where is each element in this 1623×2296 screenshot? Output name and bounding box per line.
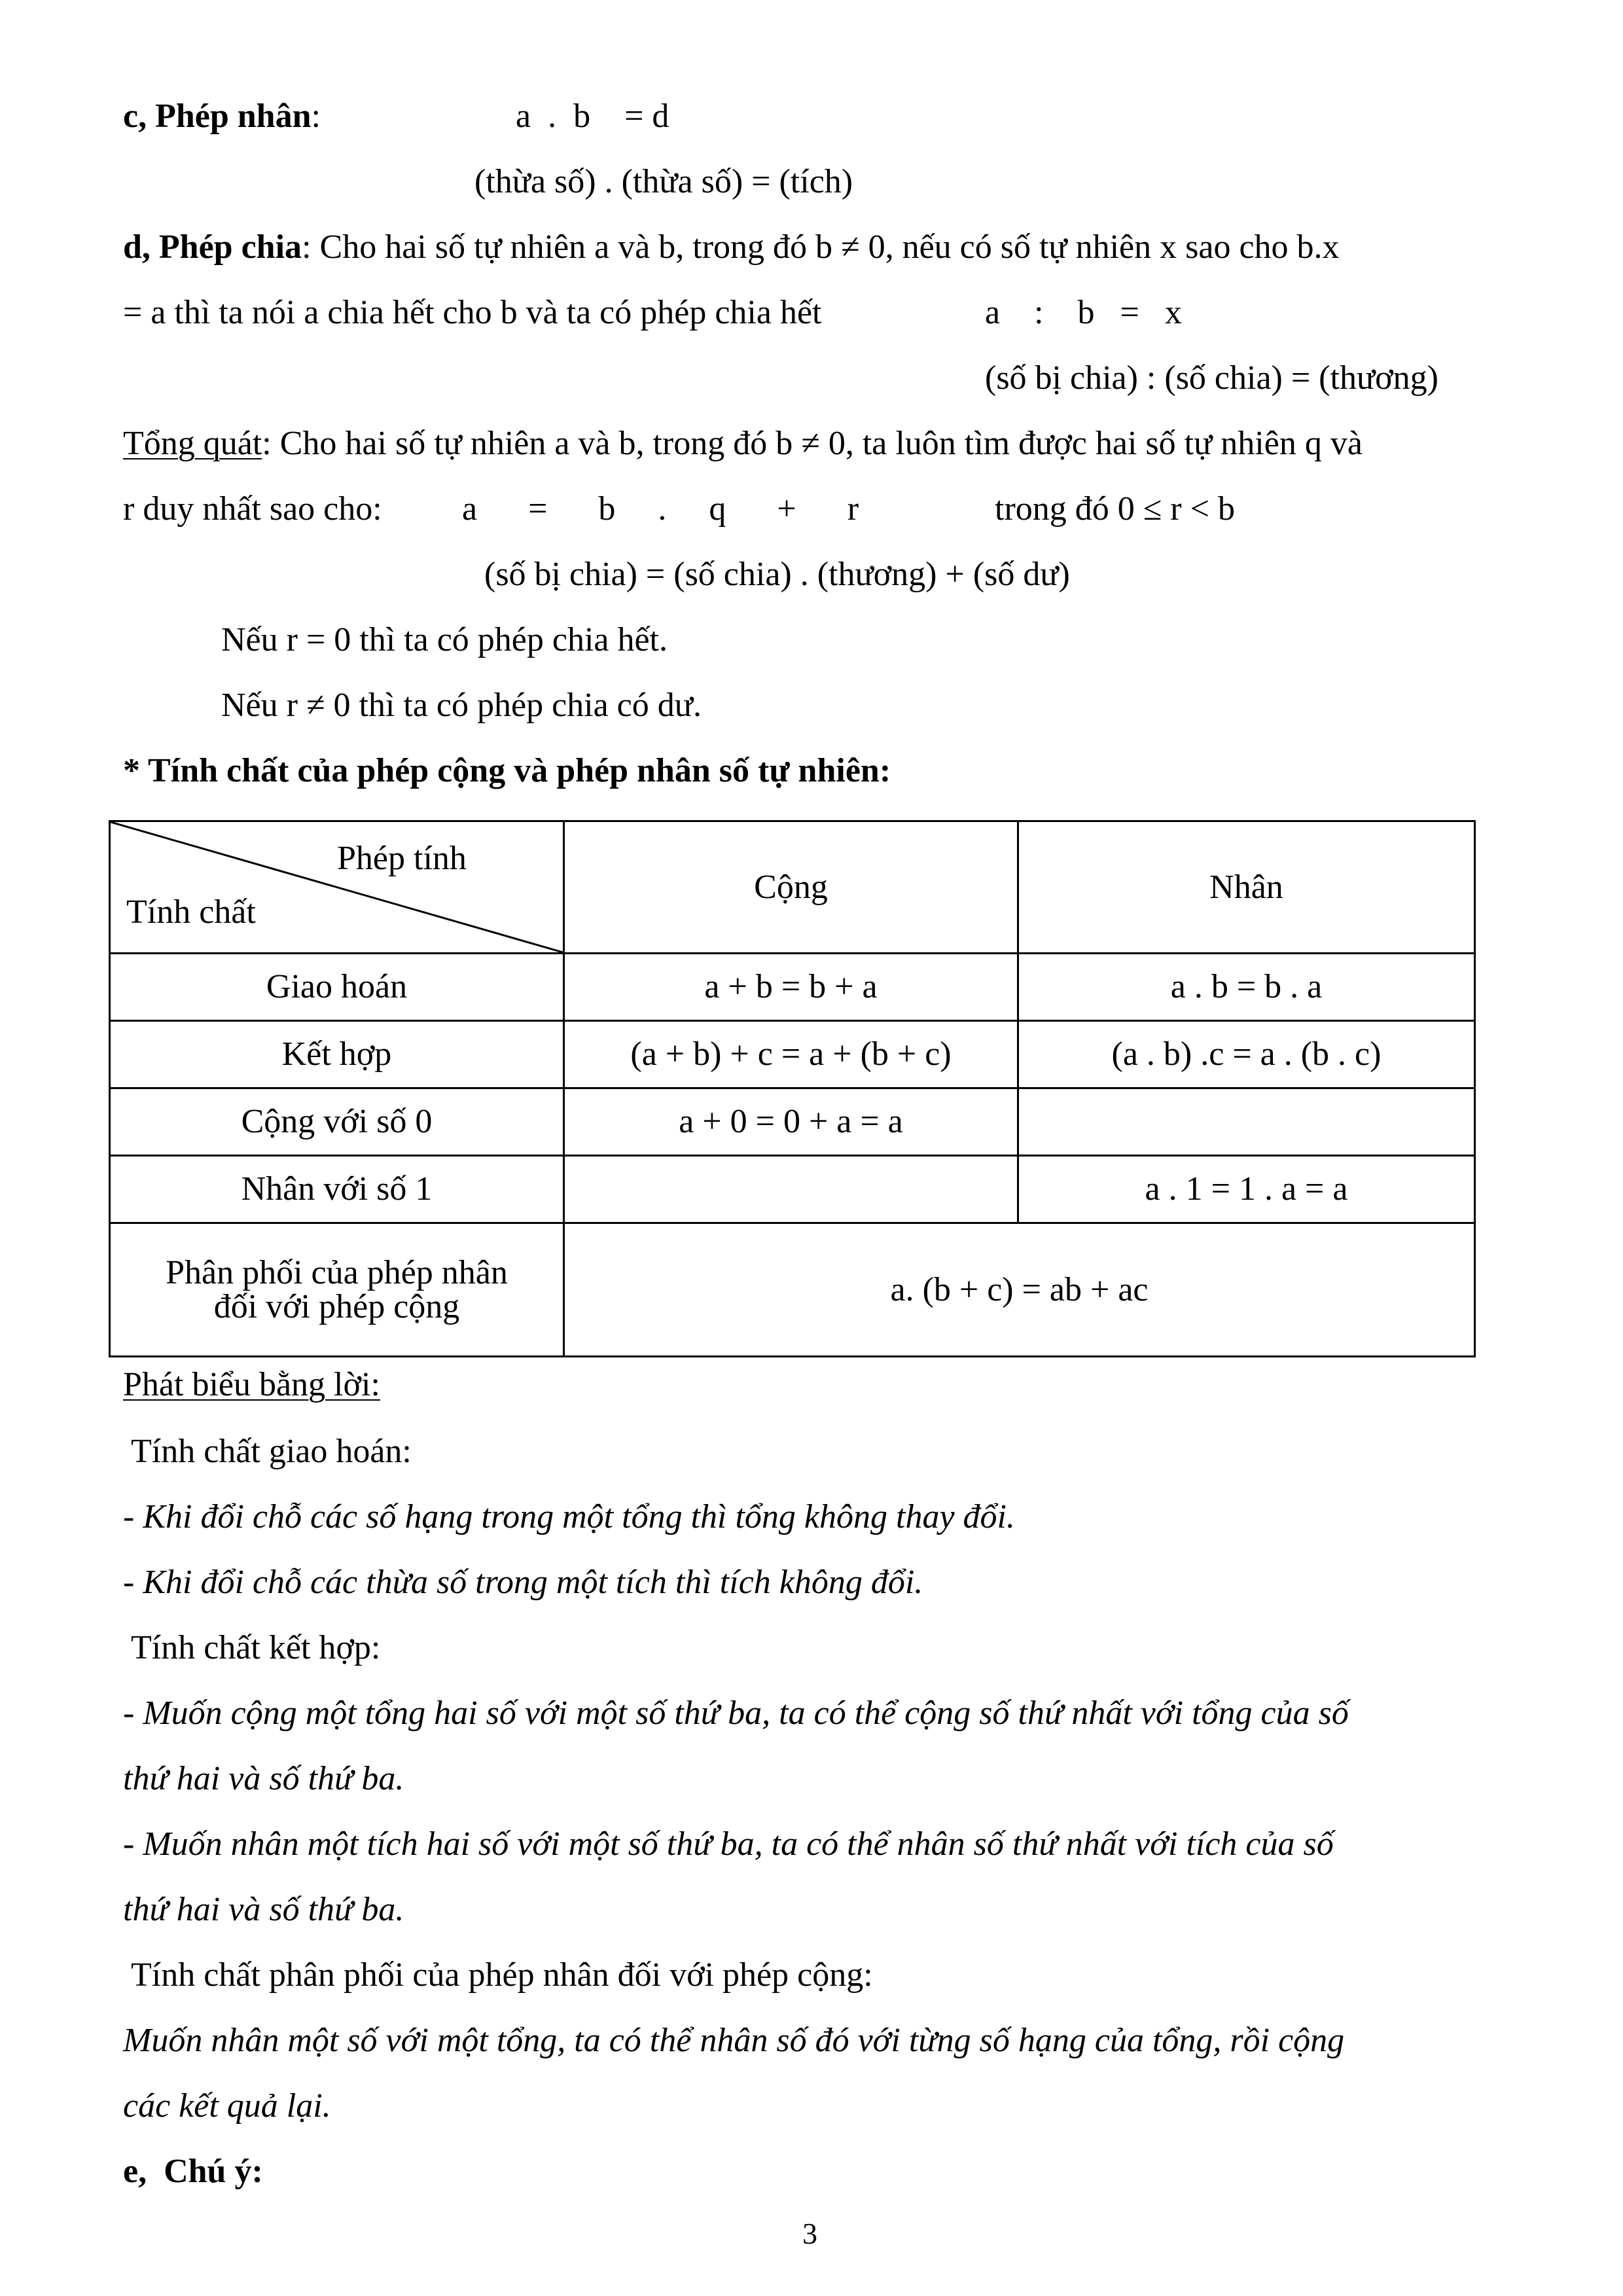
row-mul: a . b = b . a [1018, 954, 1475, 1021]
case-zero: Nếu r = 0 thì ta có phép chia hết. [221, 621, 668, 658]
corner-bottom-label: Tính chất [126, 893, 256, 931]
row-name: Nhân với số 1 [110, 1156, 564, 1223]
row-name: Cộng với số 0 [110, 1088, 564, 1156]
distributive-formula: a. (b + c) = ab + ac [564, 1223, 1475, 1357]
row-add: (a + b) + c = a + (b + c) [564, 1021, 1018, 1088]
distributive-title: Tính chất phân phối của phép nhân đối với phép cộng: [131, 1956, 873, 1994]
mult-line [123, 99, 321, 134]
row-mul: (a . b) .c = a . (b . c) [1018, 1021, 1475, 1088]
distributive-name-1: Phân phối của phép nhân [166, 1253, 508, 1291]
commutative-2: - Khi đổi chỗ các thừa số trong một tích thì tích không đổi. [123, 1564, 923, 1601]
general-label: Tổng quát [123, 425, 262, 462]
corner-cell [110, 821, 564, 954]
general-legend: (số bị chia) = (số chia) . (thương) + (số dư) [484, 556, 1070, 593]
page-number: 3 [802, 2217, 817, 2250]
mult-colon: : [311, 98, 321, 135]
col-header-mul: Nhân [1018, 821, 1475, 954]
row-add: a + b = b + a [564, 954, 1018, 1021]
distributive-b: các kết quả lại. [123, 2087, 331, 2125]
table-row [110, 1021, 1475, 1088]
note-heading: e, Chú ý: [123, 2153, 263, 2190]
row-name: Kết hợp [110, 1021, 564, 1088]
distributive-name-cell [110, 1223, 564, 1357]
table-row-distributive [110, 1223, 1475, 1357]
distributive-name-2: đối với phép cộng [213, 1287, 460, 1325]
mult-heading: c, Phép nhân [123, 98, 312, 135]
properties-heading: * Tính chất của phép cộng và phép nhân số tự nhiên: [123, 752, 891, 789]
commutative-1: - Khi đổi chỗ các số hạng trong một tổng thì tổng không thay đổi. [123, 1498, 1015, 1535]
properties-table [109, 820, 1476, 1357]
row-mul [1018, 1088, 1475, 1156]
table-row [110, 1088, 1475, 1156]
table-header-row [110, 821, 1475, 954]
div-intro: : Cho hai số tự nhiên a và b, trong đó b ≠ 0, nếu có số tự nhiên x sao cho b.x [302, 228, 1340, 266]
row-add: a + 0 = 0 + a = a [564, 1088, 1018, 1156]
row-mul: a . 1 = 1 . a = a [1018, 1156, 1475, 1223]
associative-1a: - Muốn cộng một tổng hai số với một số thứ ba, ta có thể cộng số thứ nhất với tổng của số [123, 1695, 1349, 1732]
commutative-title: Tính chất giao hoán: [131, 1433, 412, 1470]
table-row [110, 1156, 1475, 1223]
associative-title: Tính chất kết hợp: [131, 1629, 381, 1666]
div-legend: (số bị chia) : (số chia) = (thương) [985, 359, 1438, 397]
row-name: Giao hoán [110, 954, 564, 1021]
general-condition: trong đó 0 ≤ r < b [995, 490, 1235, 528]
corner-top-label: Phép tính [337, 840, 467, 877]
general-text-1: : Cho hai số tự nhiên a và b, trong đó b ≠ 0, ta luôn tìm được hai số tự nhiên q và [262, 425, 1363, 462]
table-row [110, 954, 1475, 1021]
div-formula: a : b = x [985, 294, 1182, 331]
general-line-1 [123, 427, 1363, 461]
associative-2b: thứ hai và số thứ ba. [123, 1891, 404, 1928]
mult-legend: (thừa số) . (thừa số) = (tích) [474, 163, 853, 200]
general-line-2-prefix: r duy nhất sao cho: [123, 490, 382, 528]
row-add [564, 1156, 1018, 1223]
mult-formula: a . b = d [516, 98, 669, 135]
associative-2a: - Muốn nhân một tích hai số với một số thứ ba, ta có thể nhân số thứ nhất với tích của số [123, 1825, 1334, 1863]
verbal-label: Phát biểu bằng lời: [123, 1366, 380, 1403]
distributive-a: Muốn nhân một số với một tổng, ta có thể nhân số đó với từng số hạng của tổng, rồi cộng [123, 2022, 1345, 2059]
col-header-add: Cộng [564, 821, 1018, 954]
div-heading: d, Phép chia [123, 228, 302, 266]
associative-1b: thứ hai và số thứ ba. [123, 1760, 404, 1797]
case-nonzero: Nếu r ≠ 0 thì ta có phép chia có dư. [221, 687, 702, 724]
div-line-1 [123, 230, 1340, 264]
general-formula: a = b . q + r [462, 490, 859, 528]
div-line-2: = a thì ta nói a chia hết cho b và ta có phép chia hết [123, 294, 822, 331]
